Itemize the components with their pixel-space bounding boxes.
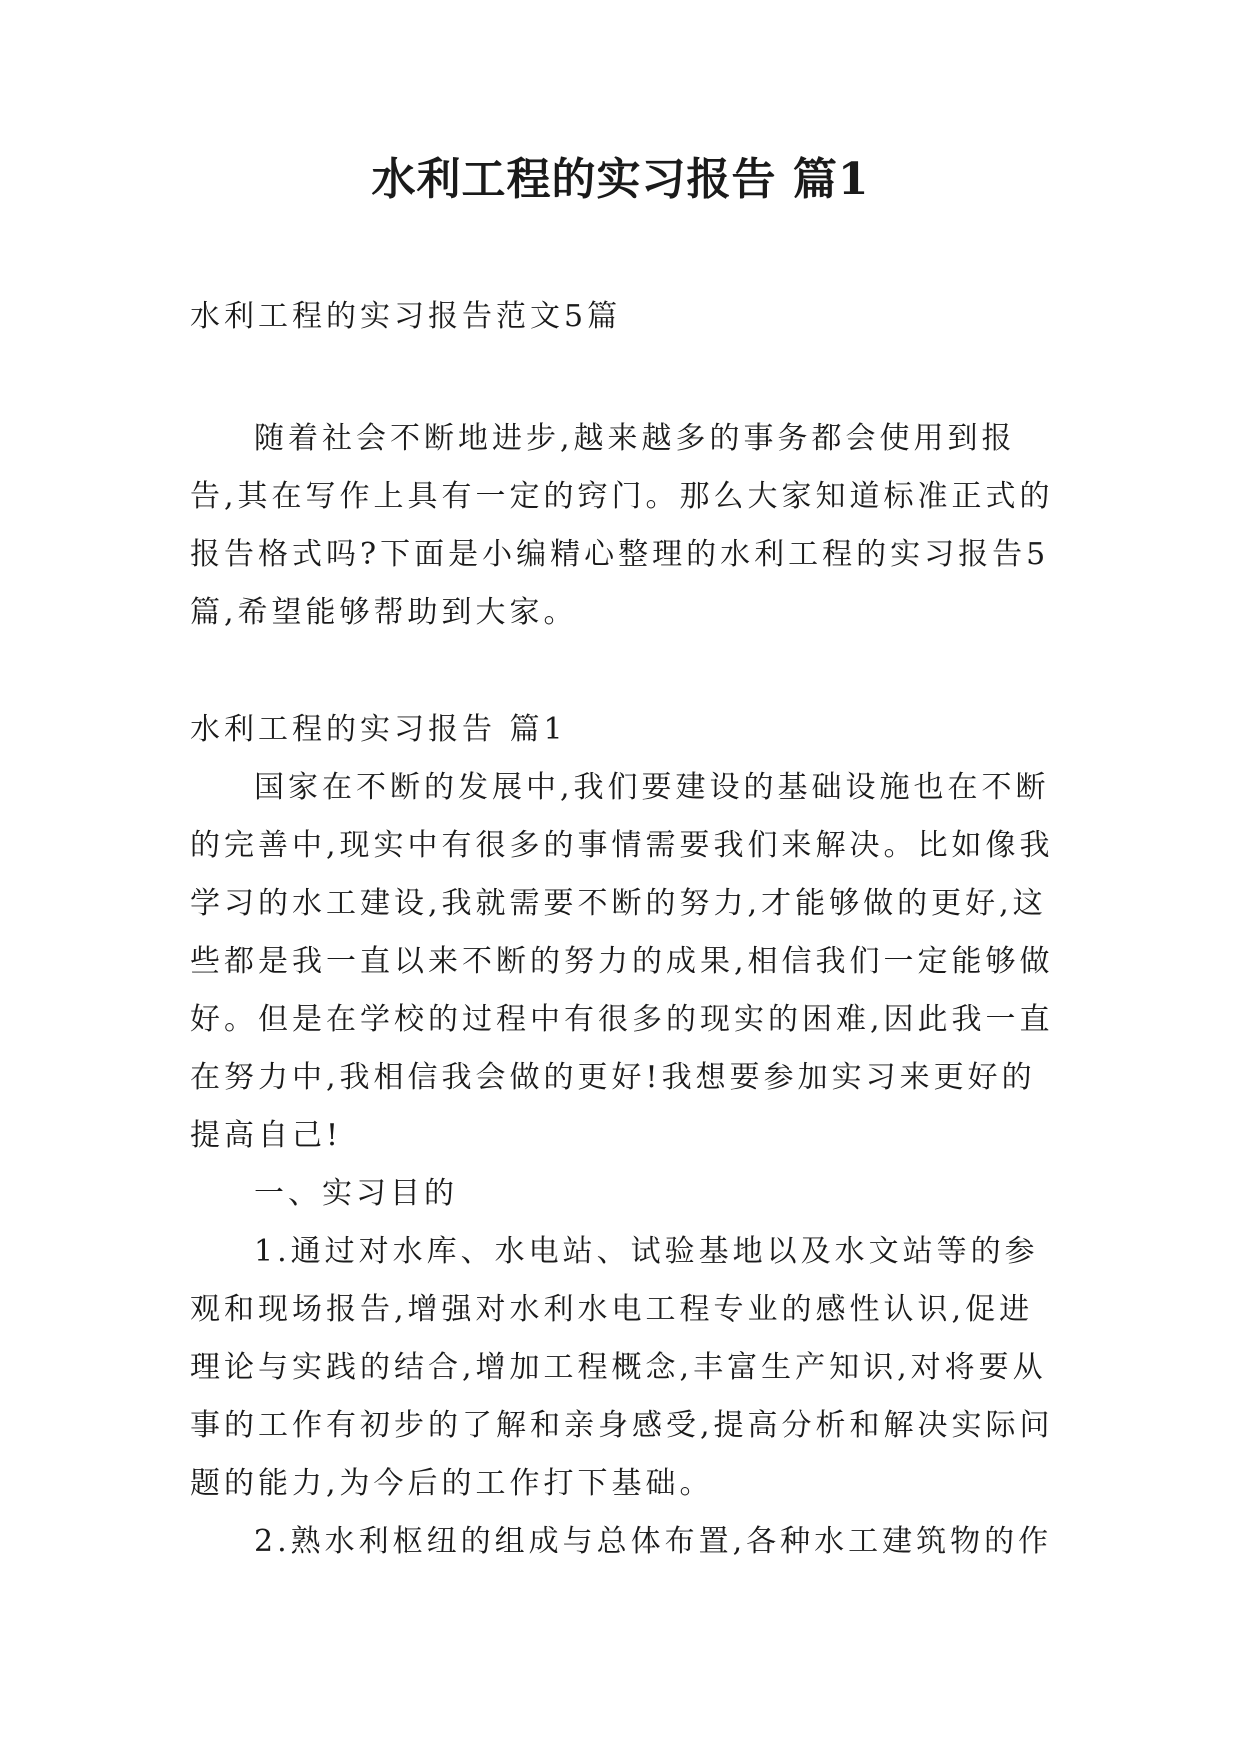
body-paragraph: 2.熟水利枢纽的组成与总体布置,各种水工建筑物的作	[254, 1524, 1053, 1559]
document-subtitle: 水利工程的实习报告范文5篇	[190, 299, 622, 334]
page-title: 水利工程的实习报告 篇1	[371, 154, 870, 205]
intro-paragraph: 随着社会不断地进步,越来越多的事务都会使用到报告,其在写作上具有一定的窍门。那么大家知道标准正式的报告格式吗?下面是小编精心整理的水利工程的实习报告5篇,希望能够帮助到大家。	[190, 421, 1054, 630]
body-paragraph: 国家在不断的发展中,我们要建设的基础设施也在不断的完善中,现实中有很多的事情需要我们来解决。比如像我学习的水工建设,我就需要不断的努力,才能够做的更好,这些都是我一直以来不断的努力的成果,相信我们一定能够做好。但是在学校的过程中有很多的现实的困难,因此我一直在努力中,我相信我会做的更好!我想要参加实习来更好的提高自己!	[190, 770, 1054, 1153]
section-heading: 水利工程的实习报告 篇1	[190, 712, 567, 747]
body-paragraph: 1.通过对水库、水电站、试验基地以及水文站等的参观和现场报告,增强对水利水电工程专业的感性认识,促进理论与实践的结合,增加工程概念,丰富生产知识,对将要从事的工作有初步的了解和亲身感受,提高分析和解决实际问题的能力,为今后的工作打下基础。	[190, 1234, 1054, 1501]
report-body	[190, 701, 1060, 1571]
section-subheading-purpose: 一、实习目的	[254, 1176, 458, 1211]
